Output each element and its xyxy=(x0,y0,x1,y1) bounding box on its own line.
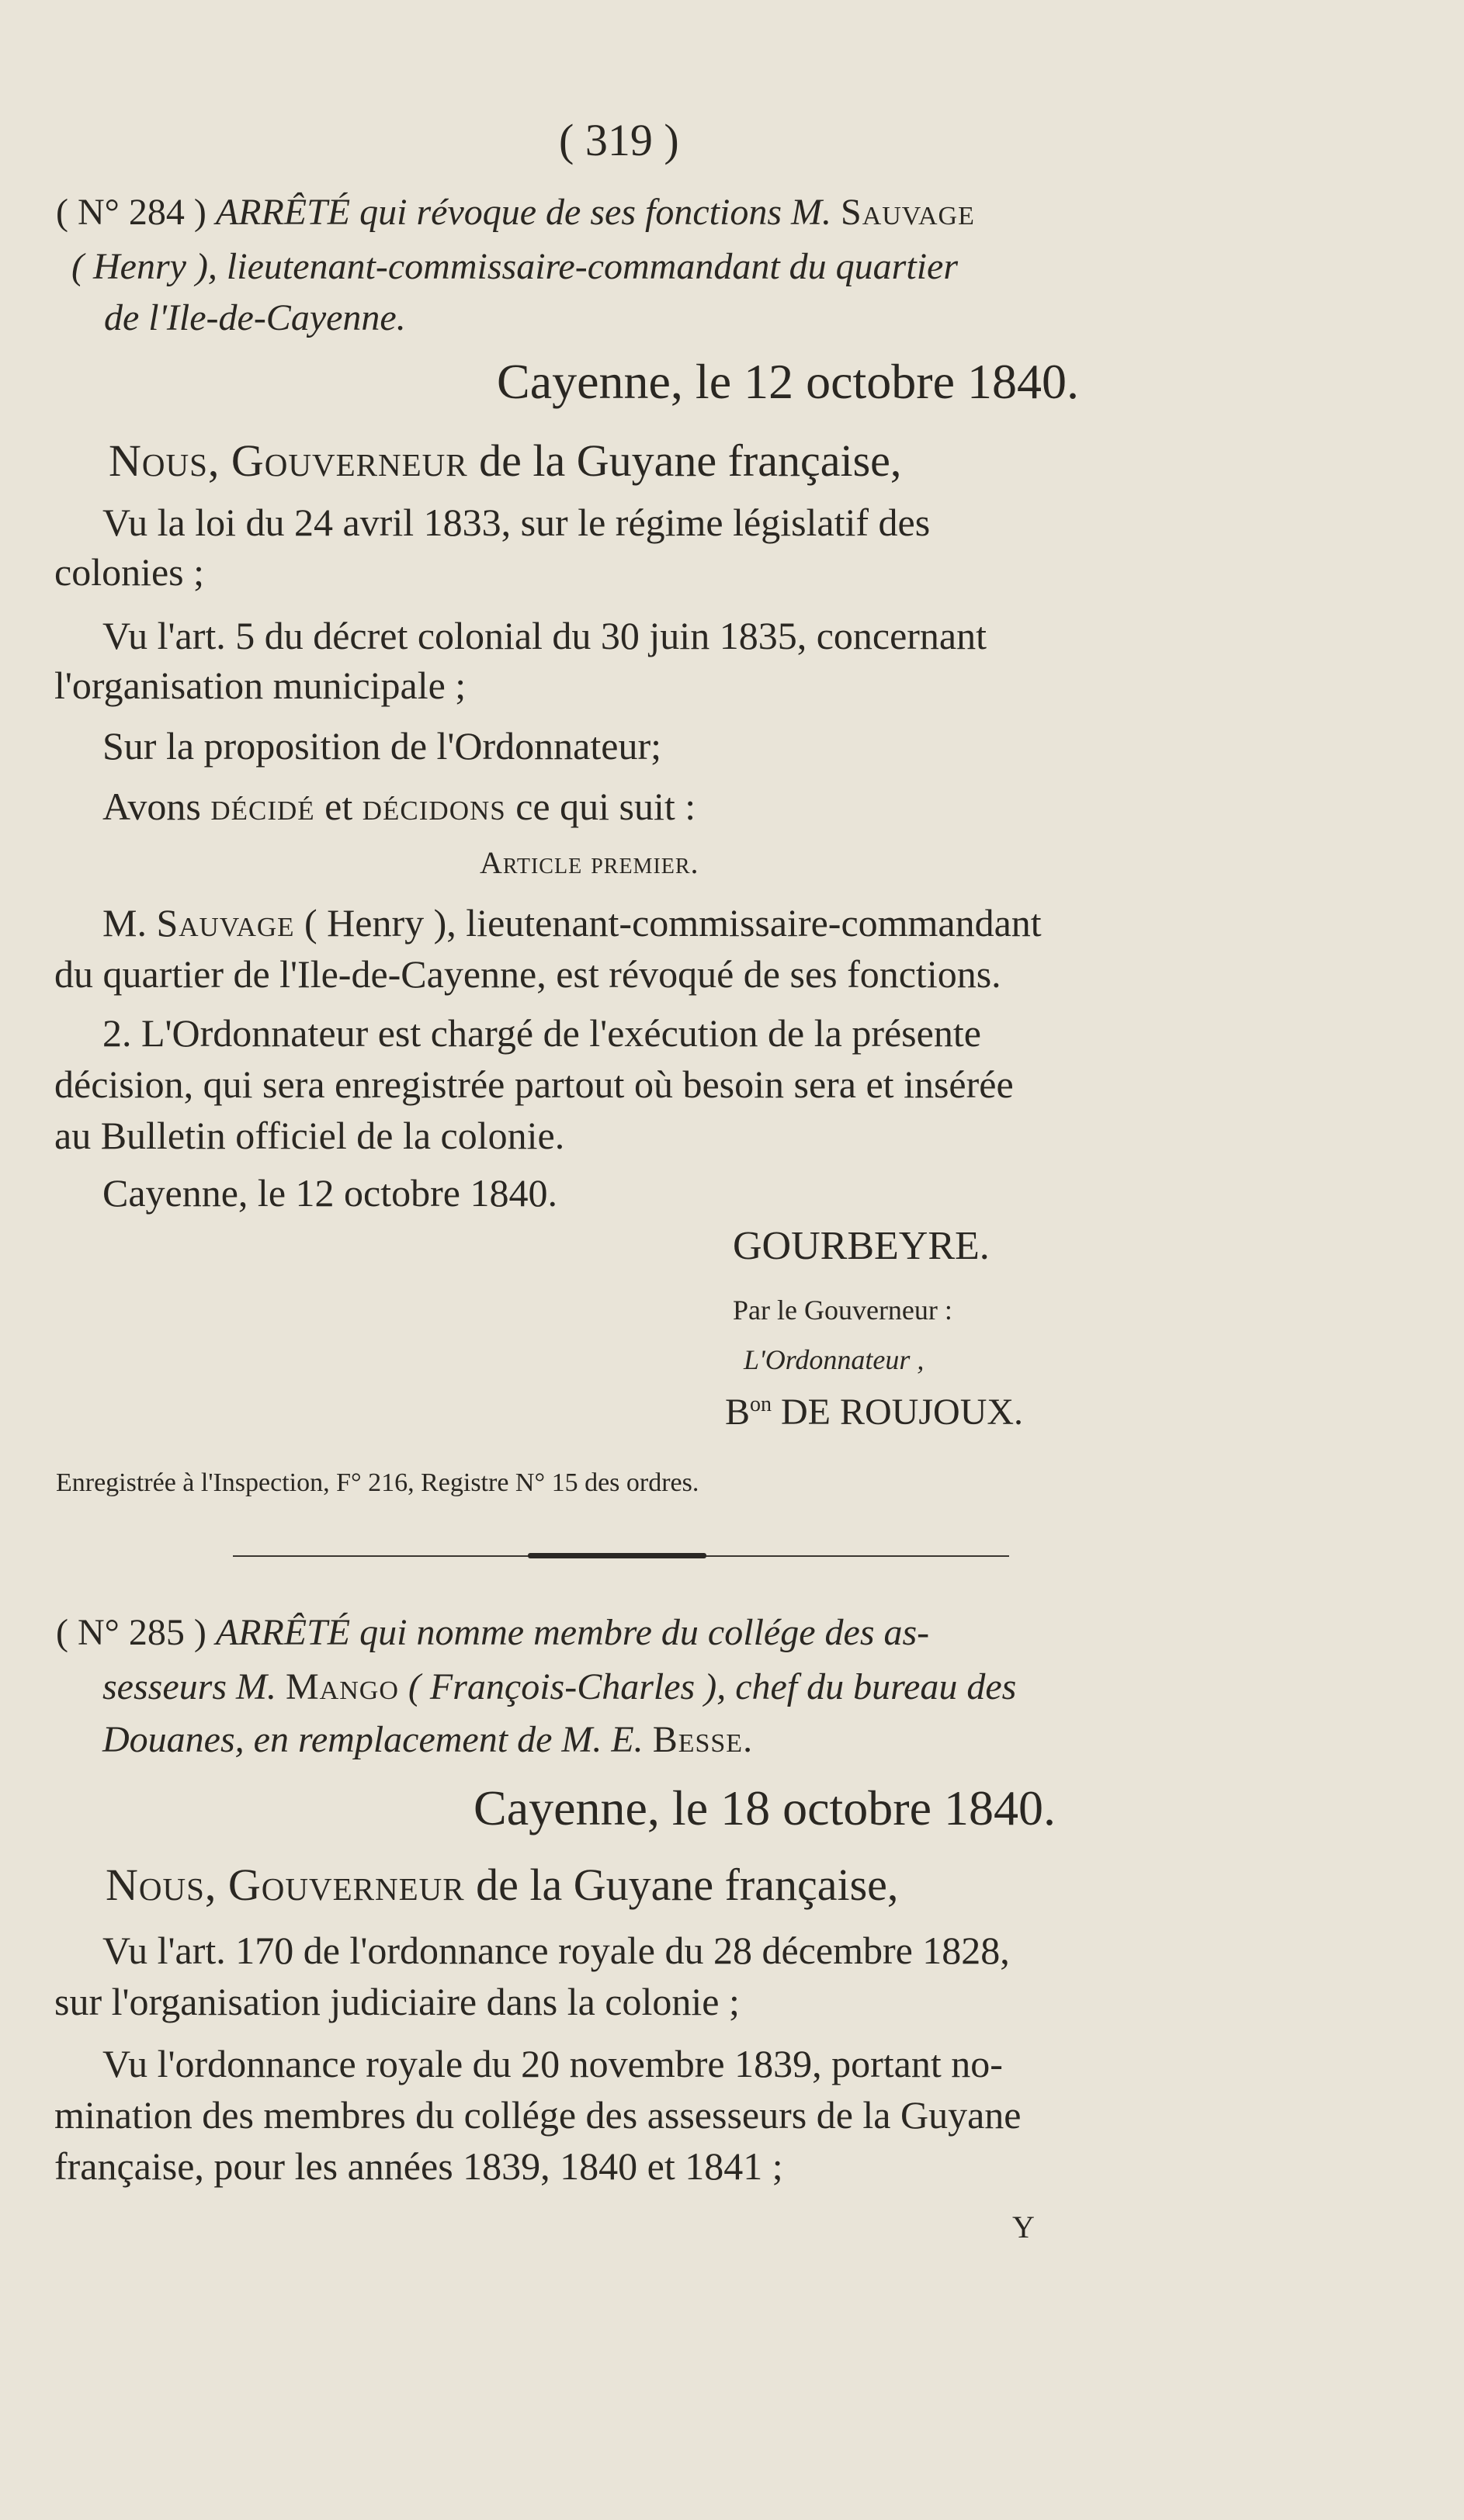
decree-284-consid-3: Sur la proposition de l'Ordonnateur; xyxy=(102,724,661,768)
decree-284-closing-date: Cayenne, le 12 octobre 1840. xyxy=(102,1171,557,1215)
decree-284-avons-line: Avons décidé et décidons ce qui suit : xyxy=(102,785,696,828)
decree-284-art2-line-3: au Bulletin officiel de la colonie. xyxy=(54,1114,565,1157)
decree-284-art2-line-2: décision, qui sera enregistrée partout où besoin sera et insérée xyxy=(54,1062,1014,1106)
par-le-gouverneur: Par le Gouverneur : xyxy=(733,1295,952,1326)
decree-285-heading-line-2: sesseurs M. Mango ( François-Charles ), chef du bureau des xyxy=(102,1666,1017,1707)
decree-284-consid-2b: l'organisation municipale ; xyxy=(54,664,467,707)
decree-285-nous-line: Nous, Gouverneur de la Guyane française, xyxy=(106,1860,899,1910)
decree-284-heading-line-1: ( N° 284 ) ARRÊTÉ qui révoque de ses fonctions M. Sauvage xyxy=(56,192,975,233)
signature-gourbeyre: GOURBEYRE. xyxy=(733,1224,990,1268)
registration-note: Enregistrée à l'Inspection, F° 216, Registre N° 15 des ordres. xyxy=(56,1468,699,1497)
decree-285-consid-2b: mination des membres du collége des assesseurs de la Guyane xyxy=(54,2093,1022,2137)
decree-284-art1-line-1: M. Sauvage ( Henry ), lieutenant-commissaire-commandant xyxy=(102,901,1042,945)
ordonnateur-label: L'Ordonnateur , xyxy=(744,1344,925,1375)
decree-285-consid-1a: Vu l'art. 170 de l'ordonnance royale du 28 décembre 1828, xyxy=(102,1929,1010,1972)
page-number: ( 319 ) xyxy=(559,115,679,165)
decree-285-place-date: Cayenne, le 18 octobre 1840. xyxy=(474,1780,1056,1835)
decree-284-consid-2a: Vu l'art. 5 du décret colonial du 30 juin 1835, concernant xyxy=(102,614,987,657)
section-divider xyxy=(233,1555,1009,1557)
decree-284-consid-1a: Vu la loi du 24 avril 1833, sur le régime législatif des xyxy=(102,501,931,544)
decree-285-consid-2a: Vu l'ordonnance royale du 20 novembre 1839, portant no- xyxy=(102,2042,1003,2085)
article-premier-heading: Article premier. xyxy=(480,845,699,880)
decree-285-consid-1b: sur l'organisation judiciaire dans la colonie ; xyxy=(54,1980,740,2023)
signature-mark: Y xyxy=(1012,2210,1035,2244)
decree-284-place-date: Cayenne, le 12 octobre 1840. xyxy=(497,354,1079,409)
decree-285-heading-line-1: ( N° 285 ) ARRÊTÉ qui nomme membre du collége des as- xyxy=(56,1612,930,1653)
decree-285-consid-2c: française, pour les années 1839, 1840 et 1841 ; xyxy=(54,2144,783,2188)
ordonnateur-signature: $B^{on}$ DE ROUJOUX. xyxy=(725,1392,1024,1433)
decree-284-heading-line-2: ( Henry ), lieutenant-commissaire-commandant du quartier xyxy=(71,246,959,287)
decree-284-heading-line-3: de l'Ile-de-Cayenne. xyxy=(104,297,406,338)
decree-284-art1-line-2: du quartier de l'Ile-de-Cayenne, est révoqué de ses fonctions. xyxy=(54,952,1001,996)
decree-284-consid-1b: colonies ; xyxy=(54,550,205,594)
section-divider-thick xyxy=(528,1553,706,1558)
decree-284-art2-line-1: 2. L'Ordonnateur est chargé de l'exécution de la présente xyxy=(102,1011,981,1055)
decree-285-heading-line-3: Douanes, en remplacement de M. E. Besse. xyxy=(102,1719,753,1760)
decree-284-nous-line: Nous, Gouverneur de la Guyane française, xyxy=(109,435,902,486)
